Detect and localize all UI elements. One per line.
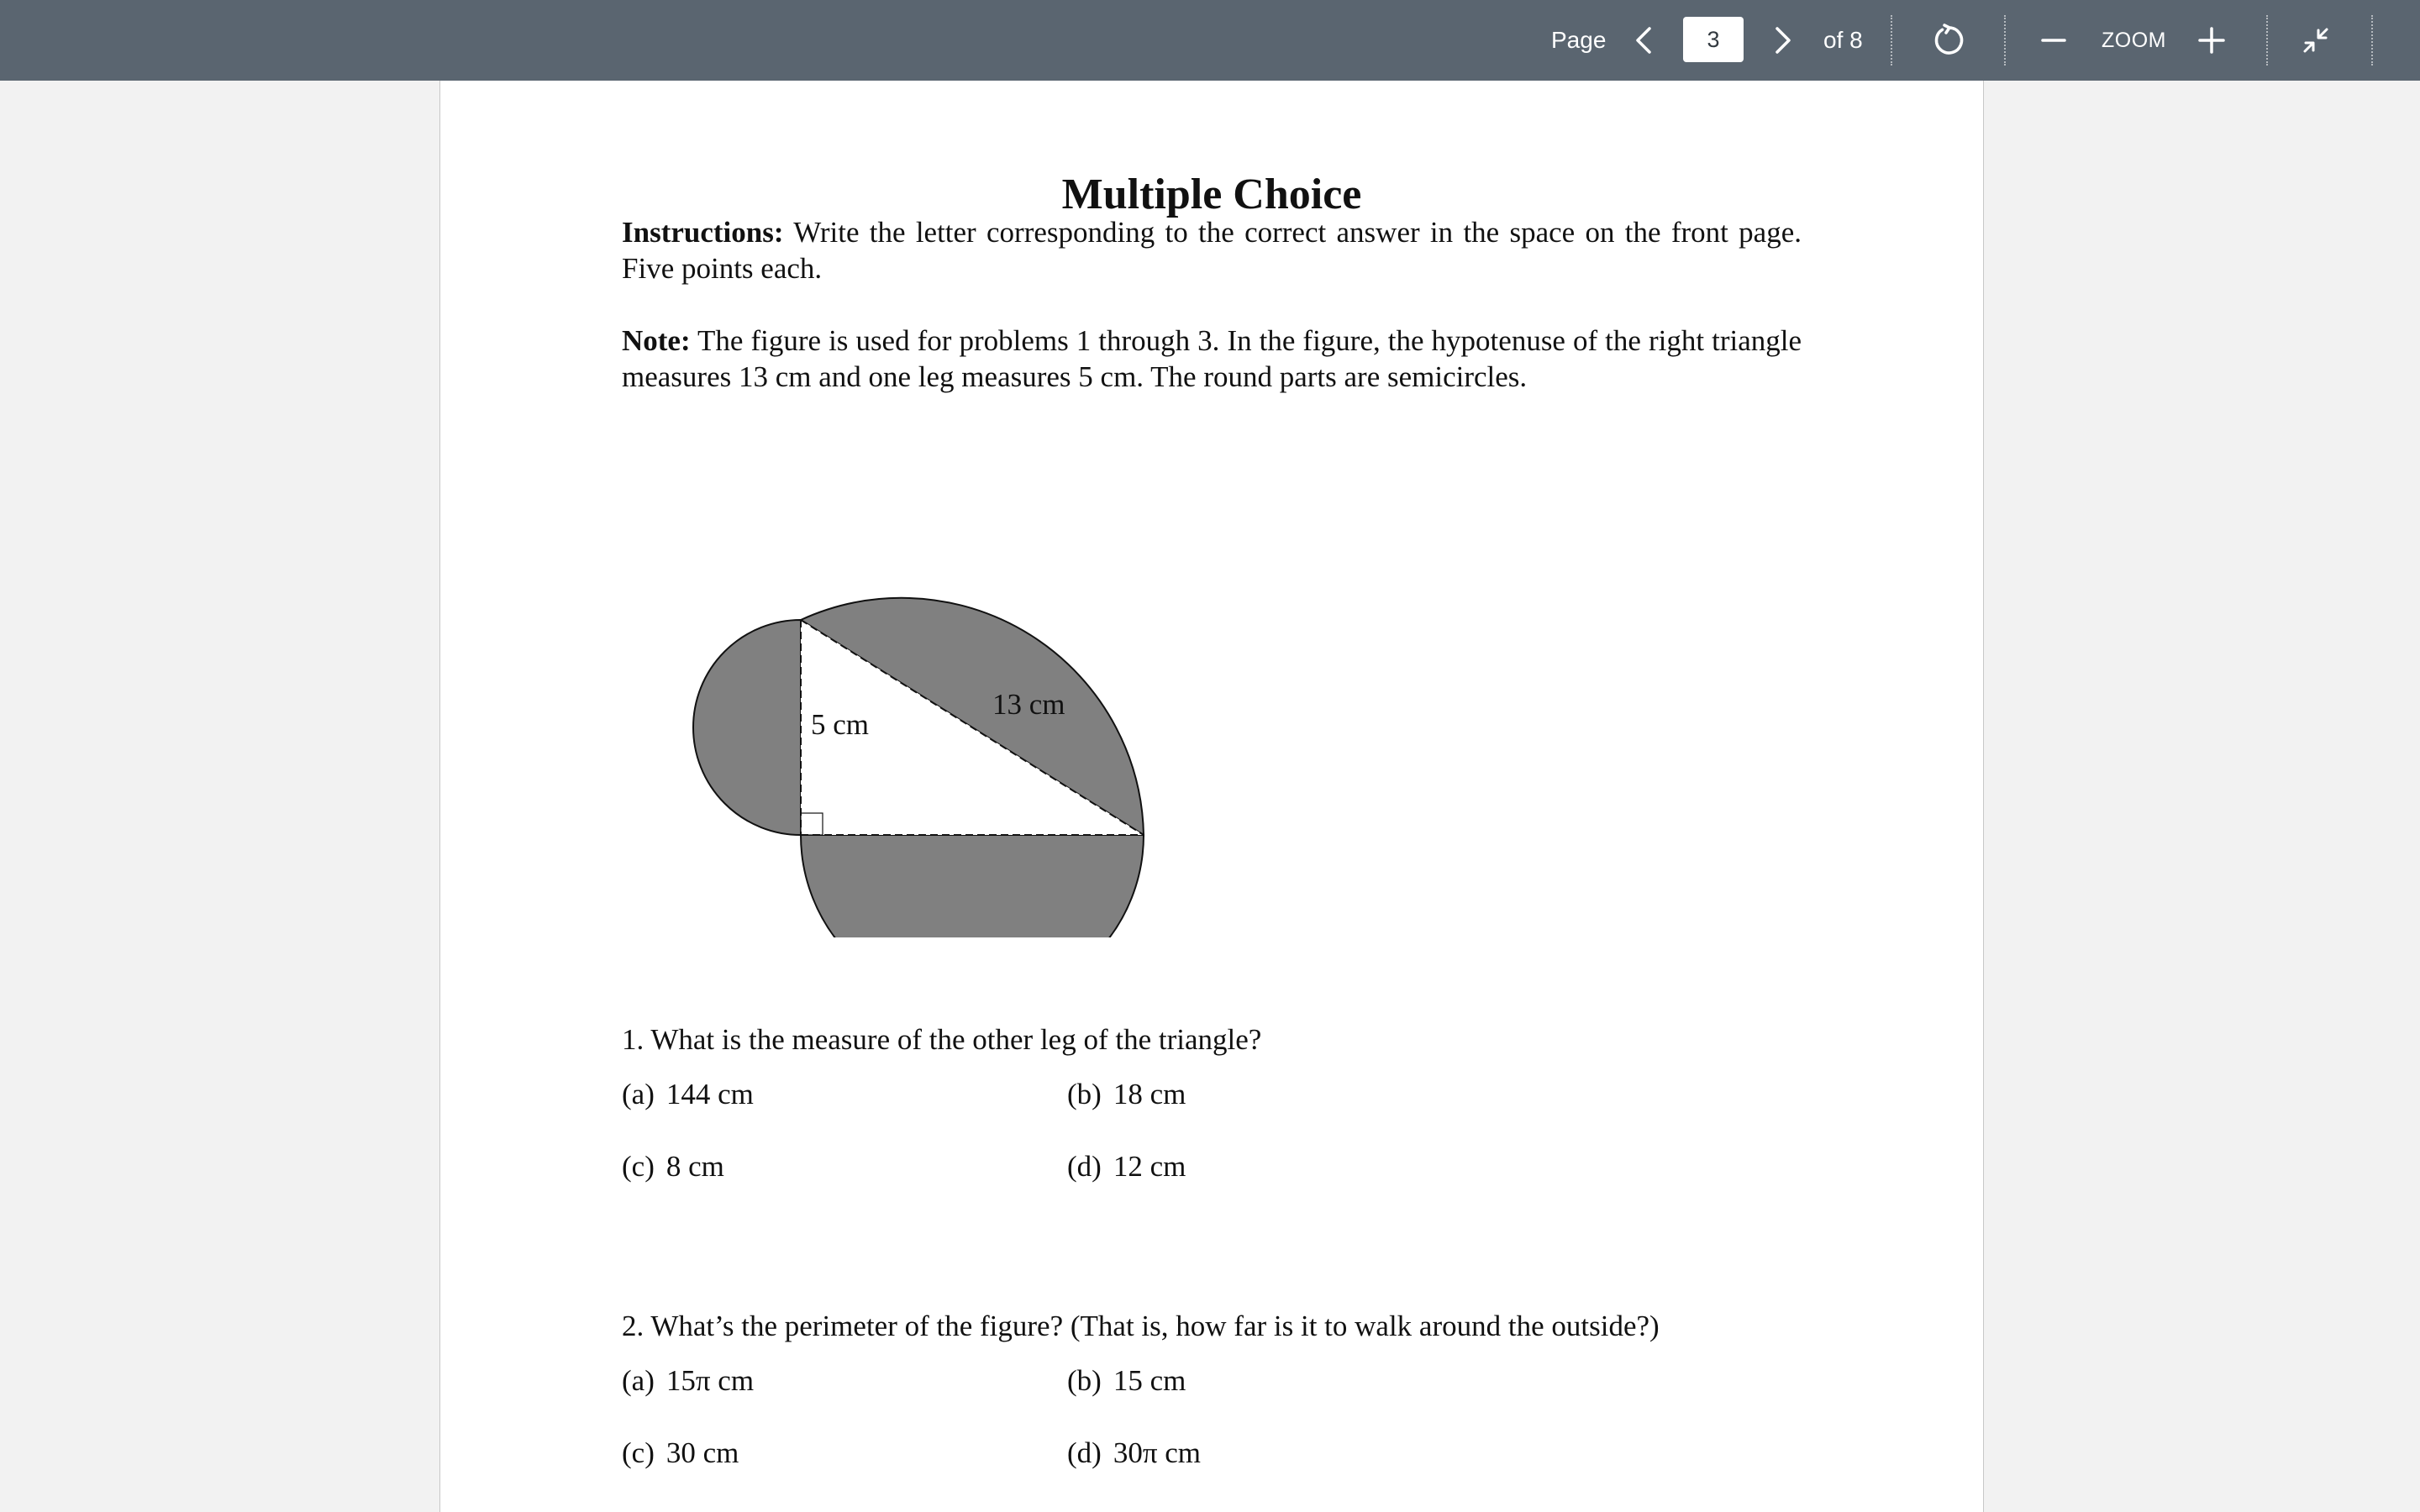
viewer-toolbar (0, 0, 2420, 81)
previous-page-button[interactable] (1620, 17, 1667, 64)
choice-2b (1067, 1362, 1186, 1399)
choice-letter: (b) (1067, 1364, 1102, 1397)
zoom-in-button[interactable] (2188, 17, 2235, 64)
shrink-icon (2301, 25, 2331, 55)
choice-letter: (d) (1067, 1436, 1102, 1469)
choice-1a (622, 1076, 754, 1112)
choice-letter: (c) (622, 1150, 655, 1183)
choice-letter: (c) (622, 1436, 655, 1469)
choice-1c (622, 1148, 724, 1184)
toolbar-divider (2004, 15, 2006, 66)
zoom-out-button[interactable] (2030, 17, 2077, 64)
toolbar-divider (2371, 15, 2373, 66)
hypotenuse-label: 13 cm (992, 688, 1065, 721)
choice-letter: (d) (1067, 1150, 1102, 1183)
choice-1d (1067, 1148, 1186, 1184)
choice-1b (1067, 1076, 1186, 1112)
zoom-label: ZOOM (2102, 29, 2166, 52)
plus-icon (2197, 26, 2226, 55)
instructions-text: Write the letter corresponding to the correct answer in the space on the front page. Five points each. (622, 216, 1802, 285)
page-number-input[interactable] (1683, 17, 1744, 62)
page-count: of 8 (1823, 27, 1863, 53)
note-label: Note: (622, 324, 691, 357)
next-page-button[interactable] (1760, 17, 1807, 64)
page-title: Multiple Choice (1061, 171, 1362, 218)
choice-letter: (a) (622, 1364, 655, 1397)
choice-2c (622, 1435, 739, 1471)
exit-fullscreen-button[interactable] (2292, 17, 2339, 64)
choice-value: 30π cm (1113, 1436, 1201, 1469)
chevron-right-icon (1773, 26, 1793, 55)
choice-value: 12 cm (1113, 1150, 1186, 1183)
instructions-paragraph (622, 214, 1802, 286)
choice-letter: (b) (1067, 1078, 1102, 1110)
note-text: The figure is used for problems 1 through 3. In the figure, the hypotenuse of the right triangle measures 13 cm and one leg measures 5 cm. The round parts are semicircles. (622, 324, 1802, 393)
page-label: Page (1551, 27, 1607, 53)
question-2: 2. What’s the perimeter of the figure? (That is, how far is it to walk around the outside?) (622, 1310, 1660, 1342)
choice-value: 144 cm (666, 1078, 754, 1110)
document-page (439, 81, 1984, 1512)
minus-icon (2040, 27, 2067, 54)
bottom-leg-semicircle (801, 835, 1144, 937)
toolbar-divider (2266, 15, 2268, 66)
choice-letter: (a) (622, 1078, 655, 1110)
choice-value: 15π cm (666, 1364, 755, 1397)
refresh-icon (1932, 23, 1967, 58)
question-1: 1. What is the measure of the other leg of the triangle? (622, 1023, 1262, 1056)
choice-value: 30 cm (666, 1436, 739, 1469)
note-paragraph (622, 323, 1802, 395)
instructions-label: Instructions: (622, 216, 784, 249)
choice-value: 8 cm (666, 1150, 724, 1183)
toolbar-divider (1891, 15, 1892, 66)
refresh-button[interactable] (1926, 17, 1973, 64)
leg-label: 5 cm (811, 708, 870, 741)
choice-2d (1067, 1435, 1201, 1471)
choice-value: 15 cm (1113, 1364, 1186, 1397)
left-leg-semicircle (693, 620, 801, 835)
choice-value: 18 cm (1113, 1078, 1186, 1110)
triangle-semicircles-figure (682, 433, 1203, 937)
choice-2a (622, 1362, 754, 1399)
chevron-left-icon (1634, 26, 1654, 55)
